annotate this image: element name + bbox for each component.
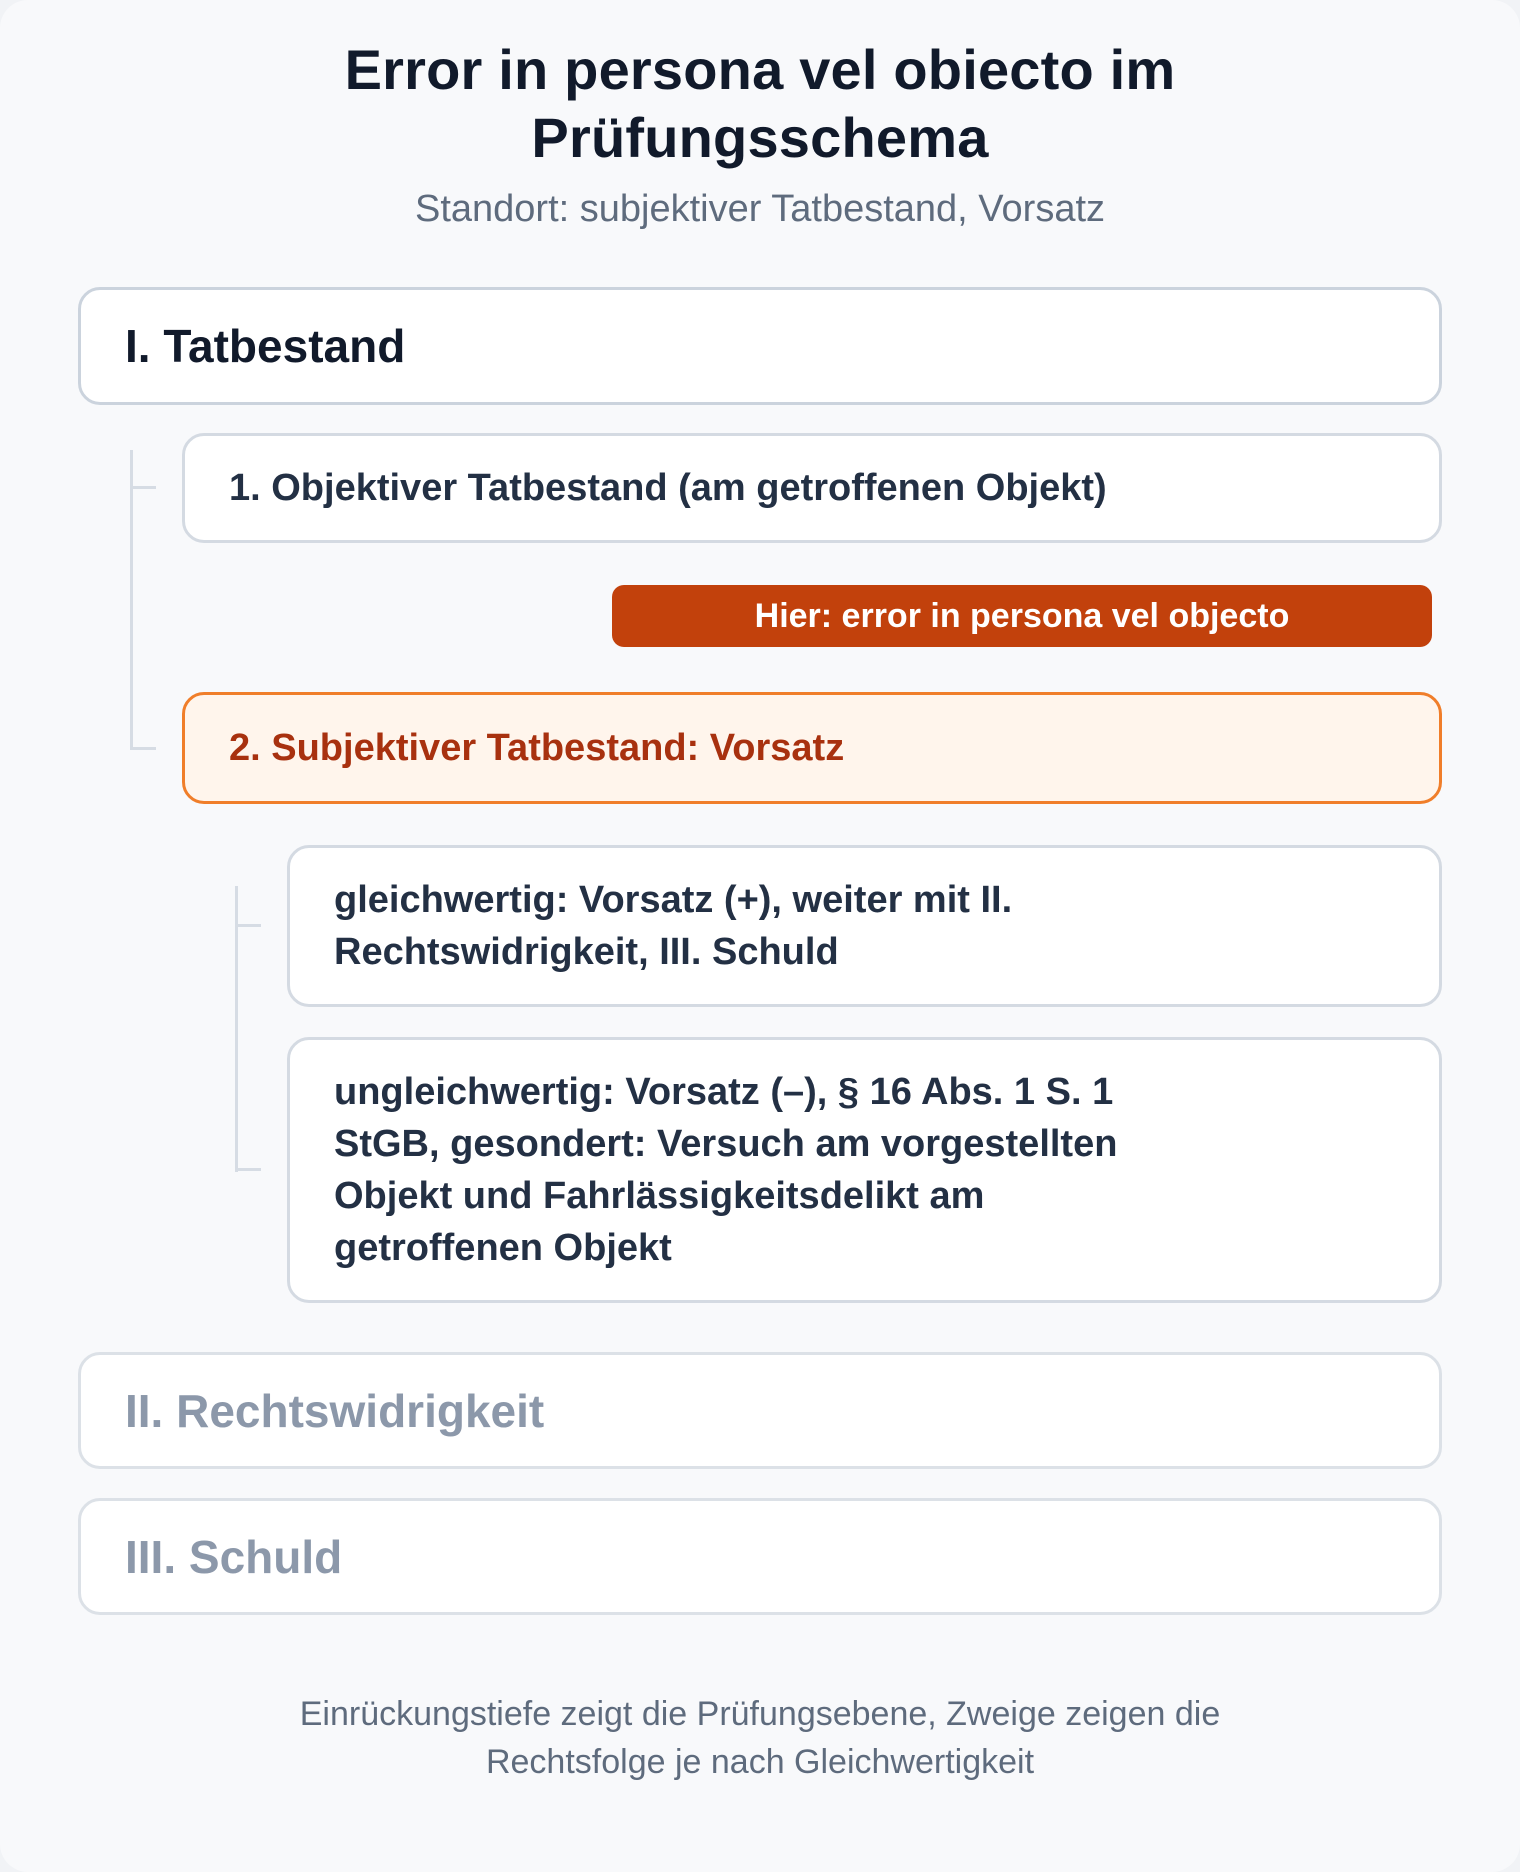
connector-level3-vertical xyxy=(235,886,238,1172)
page-title: Error in persona vel obiecto im Prüfungsschema xyxy=(344,38,1176,169)
header xyxy=(0,36,1520,232)
branch-gleichwertig xyxy=(287,845,1442,1007)
branch-ungleichwertig xyxy=(287,1037,1442,1303)
node-subjektiv-label: 2. Subjektiver Tatbestand: Vorsatz xyxy=(229,726,845,769)
node-rechtswidrigkeit-label: II. Rechtswidrigkeit xyxy=(125,1384,545,1437)
connector-objektiv xyxy=(130,486,156,489)
node-subjektiver-tatbestand xyxy=(182,692,1442,804)
node-schuld xyxy=(78,1498,1442,1615)
node-tatbestand-label: I. Tatbestand xyxy=(125,320,406,372)
connector-gleichwertig xyxy=(235,924,261,927)
node-tatbestand xyxy=(78,287,1442,405)
branch-ungleichwertig-label: ungleichwertig: Vorsatz (–), § 16 Abs. 1 S. 1 StGB, gesondert: Versuch am vorgestellten Objekt und Fahrlässigkeitsdelikt am getroffenen Objekt xyxy=(334,1071,1118,1269)
connector-ungleichwertig xyxy=(235,1168,261,1171)
node-schuld-label: III. Schuld xyxy=(125,1530,343,1583)
footer-caption xyxy=(0,1690,1520,1786)
page-subtitle: Standort: subjektiver Tatbestand, Vorsatz xyxy=(414,188,1106,230)
node-objektiver-tatbestand xyxy=(182,433,1442,543)
node-rechtswidrigkeit xyxy=(78,1352,1442,1469)
footer-text: Einrückungstiefe zeigt die Prüfungsebene, Zweige zeigen die Rechtsfolge je nach Gleichwertigkeit xyxy=(299,1695,1221,1781)
hint-badge-label: Hier: error in persona vel objecto xyxy=(754,596,1290,635)
branch-gleichwertig-label: gleichwertig: Vorsatz (+), weiter mit II. Rechtswidrigkeit, III. Schuld xyxy=(334,879,1013,973)
connector-level2-vertical xyxy=(130,450,133,750)
hint-badge xyxy=(612,585,1432,647)
connector-subjektiv xyxy=(130,747,156,750)
node-objektiv-label: 1. Objektiver Tatbestand (am getroffenen Objekt) xyxy=(229,466,1107,509)
